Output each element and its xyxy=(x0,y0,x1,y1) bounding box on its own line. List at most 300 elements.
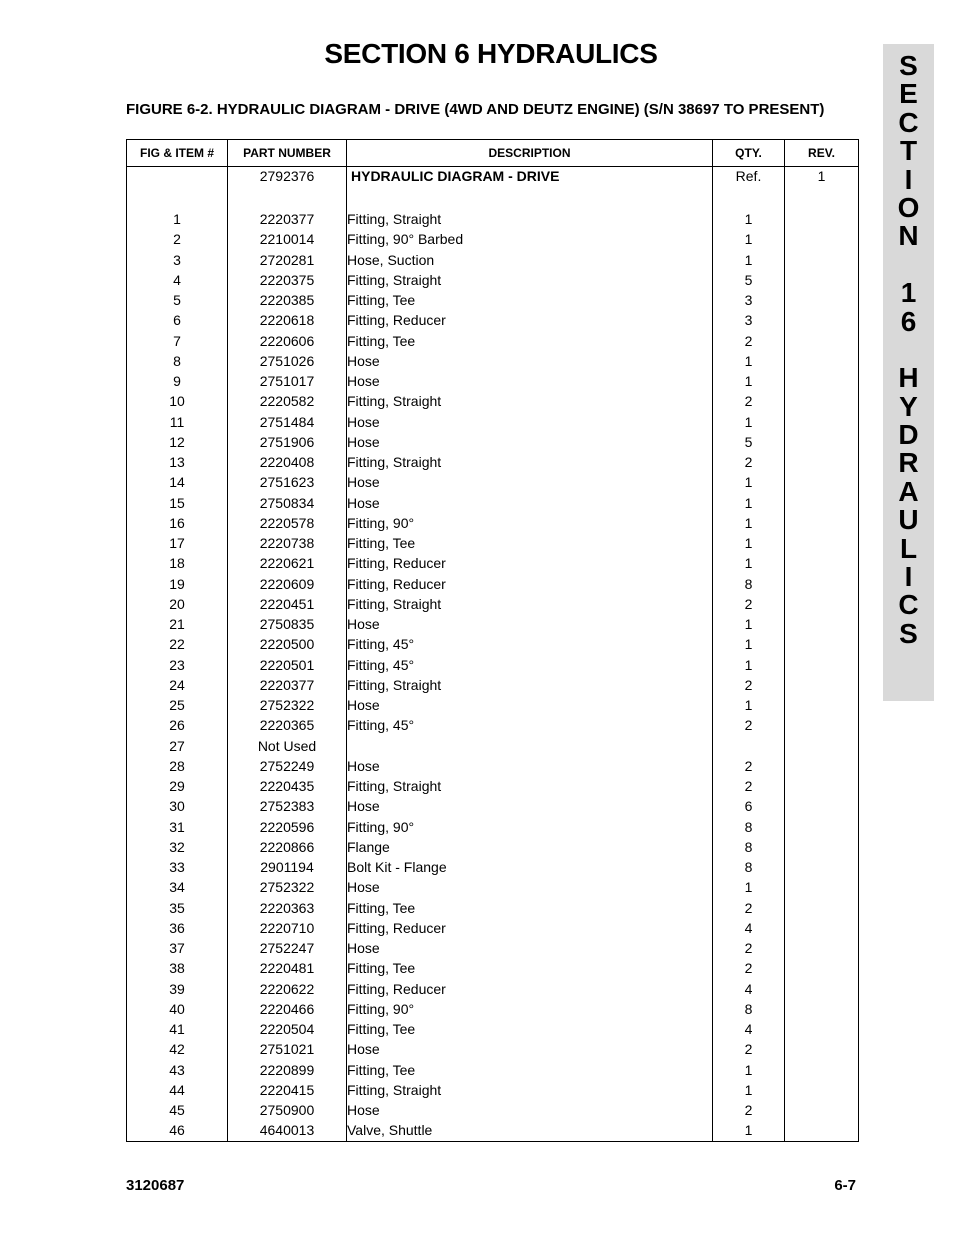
quantity: 1 xyxy=(713,877,785,897)
revision xyxy=(785,574,859,594)
quantity: 5 xyxy=(713,270,785,290)
quantity: 8 xyxy=(713,574,785,594)
item-number: 1 xyxy=(127,209,228,229)
description: Bolt Kit - Flange xyxy=(347,857,713,877)
description: Hose xyxy=(347,756,713,776)
quantity: 5 xyxy=(713,432,785,452)
part-number: 2220385 xyxy=(228,290,347,310)
item-number: 36 xyxy=(127,918,228,938)
side-tab-letter: S xyxy=(899,617,918,649)
col-header-qty: QTY. xyxy=(713,140,785,167)
description: Fitting, Tee xyxy=(347,1060,713,1080)
assembly-rev: 1 xyxy=(785,167,859,190)
revision xyxy=(785,270,859,290)
revision xyxy=(785,290,859,310)
part-number: 2751026 xyxy=(228,351,347,371)
col-header-item: FIG & ITEM # xyxy=(127,140,228,167)
revision xyxy=(785,371,859,391)
description: Fitting, 90° xyxy=(347,513,713,533)
description: Hose xyxy=(347,695,713,715)
part-number: 2220609 xyxy=(228,574,347,594)
table-row xyxy=(127,310,859,330)
part-number: 2220738 xyxy=(228,533,347,553)
item-number: 6 xyxy=(127,310,228,330)
description: Valve, Shuttle xyxy=(347,1120,713,1141)
description: Fitting, 90° Barbed xyxy=(347,229,713,249)
item-number: 13 xyxy=(127,452,228,472)
revision xyxy=(785,412,859,432)
revision xyxy=(785,655,859,675)
item-number: 22 xyxy=(127,634,228,654)
part-number: 2220500 xyxy=(228,634,347,654)
quantity: 1 xyxy=(713,493,785,513)
quantity: 1 xyxy=(713,472,785,492)
side-tab-letter: C xyxy=(898,106,919,138)
revision xyxy=(785,432,859,452)
quantity: 6 xyxy=(713,796,785,816)
table-row xyxy=(127,594,859,614)
footer-doc-number: 3120687 xyxy=(126,1177,185,1194)
table-row xyxy=(127,574,859,594)
description: Fitting, Straight xyxy=(347,776,713,796)
revision xyxy=(785,1039,859,1059)
description: Hose xyxy=(347,1100,713,1120)
item-number: 43 xyxy=(127,1060,228,1080)
description: Hose xyxy=(347,877,713,897)
quantity: 1 xyxy=(713,655,785,675)
side-tab-letter: I xyxy=(904,163,913,195)
assembly-part-number: 2792376 xyxy=(228,167,347,190)
side-tab-letter: O xyxy=(897,191,920,223)
item-number: 42 xyxy=(127,1039,228,1059)
side-tab-letter xyxy=(883,336,934,364)
description: Fitting, Tee xyxy=(347,1019,713,1039)
quantity: 2 xyxy=(713,776,785,796)
part-number: 2752249 xyxy=(228,756,347,776)
quantity xyxy=(713,736,785,756)
revision xyxy=(785,1080,859,1100)
description: Hose xyxy=(347,938,713,958)
description: Fitting, Reducer xyxy=(347,553,713,573)
quantity: 8 xyxy=(713,857,785,877)
item-number: 24 xyxy=(127,675,228,695)
quantity: 1 xyxy=(713,229,785,249)
description: Fitting, Reducer xyxy=(347,310,713,330)
item-number: 30 xyxy=(127,796,228,816)
part-number: 2752247 xyxy=(228,938,347,958)
quantity: 2 xyxy=(713,756,785,776)
quantity: 3 xyxy=(713,290,785,310)
quantity: 1 xyxy=(713,695,785,715)
table-row xyxy=(127,412,859,432)
revision xyxy=(785,857,859,877)
table-row xyxy=(127,776,859,796)
part-number: 2752383 xyxy=(228,796,347,816)
revision xyxy=(785,472,859,492)
revision xyxy=(785,958,859,978)
part-number: 2220481 xyxy=(228,958,347,978)
part-number: 2220596 xyxy=(228,817,347,837)
table-row xyxy=(127,999,859,1019)
part-number: 2220408 xyxy=(228,452,347,472)
table-row xyxy=(127,229,859,249)
revision xyxy=(785,675,859,695)
quantity: 2 xyxy=(713,331,785,351)
quantity: 1 xyxy=(713,634,785,654)
quantity: 2 xyxy=(713,594,785,614)
side-tab-letter: 6 xyxy=(900,305,917,337)
table-row xyxy=(127,1060,859,1080)
table-row xyxy=(127,634,859,654)
item-number: 8 xyxy=(127,351,228,371)
quantity: 8 xyxy=(713,837,785,857)
revision xyxy=(785,533,859,553)
description: Hose xyxy=(347,1039,713,1059)
item-number: 5 xyxy=(127,290,228,310)
part-number: 2220451 xyxy=(228,594,347,614)
section-side-tab xyxy=(883,44,934,701)
description: Fitting, Reducer xyxy=(347,574,713,594)
part-number: 2220504 xyxy=(228,1019,347,1039)
quantity: 2 xyxy=(713,452,785,472)
quantity: 8 xyxy=(713,817,785,837)
description: Hose xyxy=(347,493,713,513)
item-number: 38 xyxy=(127,958,228,978)
revision xyxy=(785,331,859,351)
side-tab-letter: 1 xyxy=(900,277,917,309)
item-number: 46 xyxy=(127,1120,228,1141)
side-tab-letter xyxy=(883,251,934,279)
quantity: 2 xyxy=(713,938,785,958)
part-number: 2751017 xyxy=(228,371,347,391)
table-row xyxy=(127,452,859,472)
description: Hose xyxy=(347,432,713,452)
revision xyxy=(785,979,859,999)
revision xyxy=(785,310,859,330)
description: Hose xyxy=(347,472,713,492)
part-number: 2220618 xyxy=(228,310,347,330)
table-row xyxy=(127,432,859,452)
table-row xyxy=(127,817,859,837)
item-number: 12 xyxy=(127,432,228,452)
spacer-row xyxy=(127,189,859,209)
side-tab-letter: Y xyxy=(899,390,918,422)
part-number: 2751623 xyxy=(228,472,347,492)
table-row xyxy=(127,938,859,958)
revision xyxy=(785,1060,859,1080)
revision xyxy=(785,1019,859,1039)
table-row xyxy=(127,1100,859,1120)
item-number: 9 xyxy=(127,371,228,391)
part-number: 2220375 xyxy=(228,270,347,290)
side-tab-letter: L xyxy=(899,532,918,564)
col-header-description: DESCRIPTION xyxy=(347,140,713,167)
quantity: 1 xyxy=(713,1120,785,1141)
item-number: 39 xyxy=(127,979,228,999)
side-tab-letter: U xyxy=(898,504,919,536)
part-number: 2752322 xyxy=(228,695,347,715)
description: Fitting, Tee xyxy=(347,290,713,310)
revision xyxy=(785,391,859,411)
description: Hose xyxy=(347,412,713,432)
part-number: 2220501 xyxy=(228,655,347,675)
revision xyxy=(785,229,859,249)
side-tab-letters xyxy=(883,52,934,648)
table-row xyxy=(127,675,859,695)
part-number: 2220582 xyxy=(228,391,347,411)
revision xyxy=(785,877,859,897)
description: Fitting, Straight xyxy=(347,1080,713,1100)
side-tab-letter: N xyxy=(898,220,919,252)
side-tab-letter: T xyxy=(899,135,918,167)
part-number: 2220710 xyxy=(228,918,347,938)
part-number: 2220365 xyxy=(228,715,347,735)
quantity: 1 xyxy=(713,533,785,553)
table-row xyxy=(127,837,859,857)
description: Hose, Suction xyxy=(347,250,713,270)
col-header-part-number: PART NUMBER xyxy=(228,140,347,167)
table-row xyxy=(127,331,859,351)
table-row xyxy=(127,1120,859,1141)
description: Fitting, 45° xyxy=(347,715,713,735)
revision xyxy=(785,452,859,472)
description: Fitting, 90° xyxy=(347,817,713,837)
item-number: 45 xyxy=(127,1100,228,1120)
description: Fitting, Straight xyxy=(347,209,713,229)
side-tab-letter: E xyxy=(899,78,918,110)
quantity: 1 xyxy=(713,209,785,229)
item-number: 2 xyxy=(127,229,228,249)
table-row xyxy=(127,655,859,675)
parts-table xyxy=(126,139,859,1142)
description: Fitting, Straight xyxy=(347,270,713,290)
description: Hose xyxy=(347,351,713,371)
description: Fitting, Straight xyxy=(347,675,713,695)
side-tab-letter: H xyxy=(898,362,919,394)
description: Fitting, Tee xyxy=(347,898,713,918)
side-tab-letter: D xyxy=(898,419,919,451)
revision xyxy=(785,776,859,796)
description: Flange xyxy=(347,837,713,857)
part-number: 2752322 xyxy=(228,877,347,897)
footer-page-number: 6-7 xyxy=(834,1177,856,1194)
quantity: 2 xyxy=(713,715,785,735)
quantity: 1 xyxy=(713,614,785,634)
item-number: 15 xyxy=(127,493,228,513)
part-number: 2750835 xyxy=(228,614,347,634)
description: Fitting, Straight xyxy=(347,391,713,411)
quantity: 4 xyxy=(713,918,785,938)
revision xyxy=(785,817,859,837)
revision xyxy=(785,634,859,654)
table-row xyxy=(127,877,859,897)
item-number: 26 xyxy=(127,715,228,735)
part-number: 2220377 xyxy=(228,675,347,695)
side-tab-letter: R xyxy=(898,447,919,479)
item-number: 23 xyxy=(127,655,228,675)
table-row xyxy=(127,1080,859,1100)
item-number: 18 xyxy=(127,553,228,573)
part-number: 2220866 xyxy=(228,837,347,857)
part-number: 4640013 xyxy=(228,1120,347,1141)
item-number: 29 xyxy=(127,776,228,796)
table-row xyxy=(127,918,859,938)
side-tab-letter: S xyxy=(899,50,918,81)
revision xyxy=(785,918,859,938)
part-number: 2220377 xyxy=(228,209,347,229)
quantity: 2 xyxy=(713,391,785,411)
part-number: 2750900 xyxy=(228,1100,347,1120)
part-number: 2901194 xyxy=(228,857,347,877)
quantity: 2 xyxy=(713,1039,785,1059)
quantity: 4 xyxy=(713,1019,785,1039)
item-number: 35 xyxy=(127,898,228,918)
revision xyxy=(785,513,859,533)
part-number: Not Used xyxy=(228,736,347,756)
revision xyxy=(785,493,859,513)
revision xyxy=(785,999,859,1019)
item-number: 44 xyxy=(127,1080,228,1100)
table-row xyxy=(127,250,859,270)
table-row xyxy=(127,614,859,634)
revision xyxy=(785,209,859,229)
part-number: 2220606 xyxy=(228,331,347,351)
table-row xyxy=(127,715,859,735)
quantity: 2 xyxy=(713,675,785,695)
item-number: 41 xyxy=(127,1019,228,1039)
table-row xyxy=(127,553,859,573)
revision xyxy=(785,553,859,573)
description: Fitting, Straight xyxy=(347,594,713,614)
revision xyxy=(785,351,859,371)
item-number: 32 xyxy=(127,837,228,857)
description: Fitting, Tee xyxy=(347,958,713,978)
item-number: 19 xyxy=(127,574,228,594)
item-number: 7 xyxy=(127,331,228,351)
table-row xyxy=(127,533,859,553)
description: Hose xyxy=(347,796,713,816)
figure-title: FIGURE 6-2. HYDRAULIC DIAGRAM - DRIVE (4WD AND DEUTZ ENGINE) (S/N 38697 TO PRESENT) xyxy=(126,101,825,118)
part-number: 2220621 xyxy=(228,553,347,573)
item-number: 20 xyxy=(127,594,228,614)
table-row xyxy=(127,371,859,391)
item-number: 4 xyxy=(127,270,228,290)
part-number: 2220415 xyxy=(228,1080,347,1100)
part-number: 2751484 xyxy=(228,412,347,432)
quantity: 3 xyxy=(713,310,785,330)
item-number: 17 xyxy=(127,533,228,553)
table-row xyxy=(127,493,859,513)
part-number: 2220435 xyxy=(228,776,347,796)
quantity: 2 xyxy=(713,958,785,978)
quantity: 1 xyxy=(713,351,785,371)
table-row xyxy=(127,391,859,411)
quantity: 4 xyxy=(713,979,785,999)
table-row xyxy=(127,736,859,756)
quantity: 1 xyxy=(713,513,785,533)
quantity: 1 xyxy=(713,250,785,270)
item-number: 11 xyxy=(127,412,228,432)
table-row xyxy=(127,513,859,533)
revision xyxy=(785,695,859,715)
assembly-item xyxy=(127,167,228,190)
revision xyxy=(785,250,859,270)
item-number: 21 xyxy=(127,614,228,634)
item-number: 27 xyxy=(127,736,228,756)
table-row xyxy=(127,270,859,290)
table-row xyxy=(127,209,859,229)
table-row xyxy=(127,958,859,978)
table-row xyxy=(127,695,859,715)
part-number: 2220578 xyxy=(228,513,347,533)
item-number: 25 xyxy=(127,695,228,715)
side-tab-letter: C xyxy=(898,589,919,621)
quantity: 1 xyxy=(713,371,785,391)
quantity: 1 xyxy=(713,1080,785,1100)
table-row xyxy=(127,290,859,310)
table-row xyxy=(127,796,859,816)
table-row xyxy=(127,1019,859,1039)
item-number: 28 xyxy=(127,756,228,776)
part-number: 2220622 xyxy=(228,979,347,999)
revision xyxy=(785,1100,859,1120)
part-number: 2220363 xyxy=(228,898,347,918)
item-number: 16 xyxy=(127,513,228,533)
table-row xyxy=(127,351,859,371)
description: Fitting, Reducer xyxy=(347,979,713,999)
item-number: 34 xyxy=(127,877,228,897)
item-number: 37 xyxy=(127,938,228,958)
part-number: 2220466 xyxy=(228,999,347,1019)
quantity: 2 xyxy=(713,1100,785,1120)
description: Hose xyxy=(347,614,713,634)
item-number: 3 xyxy=(127,250,228,270)
description: Fitting, 45° xyxy=(347,634,713,654)
revision xyxy=(785,736,859,756)
quantity: 1 xyxy=(713,412,785,432)
quantity: 1 xyxy=(713,553,785,573)
part-number: 2751906 xyxy=(228,432,347,452)
revision xyxy=(785,898,859,918)
item-number: 10 xyxy=(127,391,228,411)
table-header-row xyxy=(127,140,859,167)
table-row xyxy=(127,979,859,999)
quantity: 1 xyxy=(713,1060,785,1080)
description: Fitting, 45° xyxy=(347,655,713,675)
part-number: 2220899 xyxy=(228,1060,347,1080)
item-number: 14 xyxy=(127,472,228,492)
part-number: 2720281 xyxy=(228,250,347,270)
description: Fitting, Reducer xyxy=(347,918,713,938)
table-row xyxy=(127,898,859,918)
col-header-rev: REV. xyxy=(785,140,859,167)
page-title: SECTION 6 HYDRAULICS xyxy=(324,38,658,69)
part-number: 2751021 xyxy=(228,1039,347,1059)
table-row xyxy=(127,472,859,492)
revision xyxy=(785,1120,859,1141)
item-number: 40 xyxy=(127,999,228,1019)
revision xyxy=(785,837,859,857)
description: Fitting, 90° xyxy=(347,999,713,1019)
table-row xyxy=(127,857,859,877)
quantity: 2 xyxy=(713,898,785,918)
side-tab-letter: A xyxy=(898,475,919,507)
assembly-row xyxy=(127,167,859,190)
quantity: 8 xyxy=(713,999,785,1019)
side-tab-letter: I xyxy=(904,561,913,593)
description: Fitting, Tee xyxy=(347,533,713,553)
revision xyxy=(785,938,859,958)
